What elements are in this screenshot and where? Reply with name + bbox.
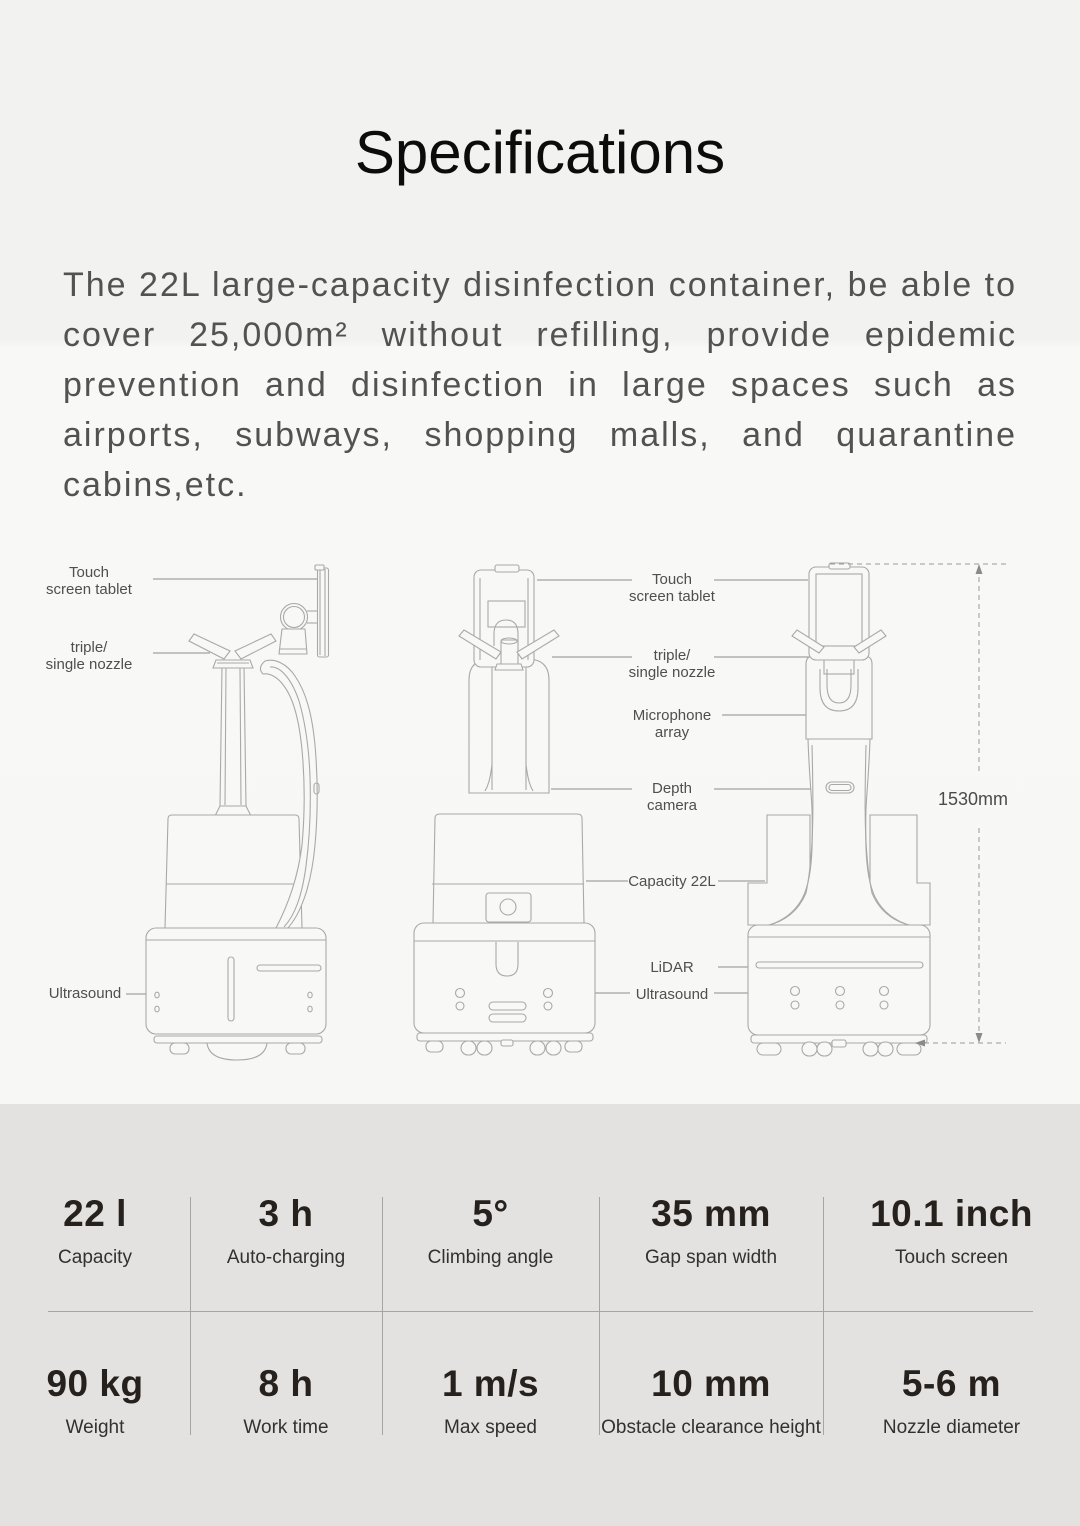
spec-label: Gap span width (644, 1247, 778, 1268)
spec-max-speed (382, 1362, 599, 1439)
label-ultrasound-left: Ultrasound (48, 985, 122, 1002)
spec-label: Nozzle diameter (882, 1417, 1021, 1438)
spec-divider-horizontal (48, 1311, 1033, 1312)
label-depth-camera: Depth camera (646, 780, 698, 814)
label-lidar: LiDAR (650, 959, 694, 976)
label-touch-screen-tablet-left: Touch screen tablet (46, 564, 132, 598)
label-capacity-22l: Capacity 22L (628, 873, 716, 890)
spec-value: 5° (472, 1193, 509, 1234)
spec-capacity (0, 1192, 190, 1269)
spec-row-2 (0, 1362, 1080, 1439)
label-nozzle-left: triple/ single nozzle (45, 639, 133, 673)
back-view-diagram (748, 563, 930, 1056)
spec-value: 10.1 inch (870, 1193, 1033, 1234)
intro-paragraph: The 22L large-capacity disinfection container, be able to cover 25,000m² without refilling, provide epidemic prevention and disinfection in large spaces such as airports, subways, shopping malls, and quarantine cabins,etc. (63, 266, 1017, 504)
spec-climbing-angle (382, 1192, 599, 1269)
spec-label: Work time (243, 1417, 329, 1438)
spec-label: Climbing angle (427, 1247, 554, 1268)
spec-weight (0, 1362, 190, 1439)
spec-nozzle-diameter (823, 1362, 1080, 1439)
spec-work-time (190, 1362, 382, 1439)
spec-label: Max speed (444, 1417, 537, 1438)
spec-label: Weight (65, 1417, 125, 1438)
side-view-diagram (146, 565, 329, 1060)
spec-touch-screen (823, 1192, 1080, 1269)
robot-diagrams (0, 550, 1080, 1070)
label-ultrasound: Ultrasound (635, 986, 709, 1003)
spec-gap-span-width (599, 1192, 823, 1269)
label-microphone-array: Microphone array (632, 707, 712, 741)
page-title: Specifications (354, 119, 726, 186)
spec-label: Capacity (58, 1247, 132, 1268)
spec-value: 90 kg (46, 1363, 144, 1404)
spec-row-1 (0, 1192, 1080, 1269)
spec-value: 8 h (258, 1363, 314, 1404)
spec-section-background (0, 1104, 1080, 1526)
spec-obstacle-clearance (599, 1362, 823, 1439)
spec-value: 10 mm (651, 1363, 771, 1404)
label-nozzle: triple/ single nozzle (628, 647, 716, 681)
spec-label: Obstacle clearance height (601, 1417, 821, 1438)
label-touch-screen-tablet: Touch screen tablet (629, 571, 715, 605)
spec-value: 35 mm (651, 1193, 771, 1234)
front-view-diagram (414, 565, 595, 1055)
spec-label: Auto-charging (226, 1247, 346, 1268)
spec-value: 1 m/s (441, 1363, 540, 1404)
spec-auto-charging (190, 1192, 382, 1269)
height-dimension-label: 1530mm (938, 789, 1009, 809)
spec-label: Touch screen (894, 1247, 1008, 1268)
spec-value: 3 h (258, 1193, 314, 1234)
spec-value: 22 l (63, 1193, 127, 1234)
spec-value: 5-6 m (901, 1363, 1002, 1404)
